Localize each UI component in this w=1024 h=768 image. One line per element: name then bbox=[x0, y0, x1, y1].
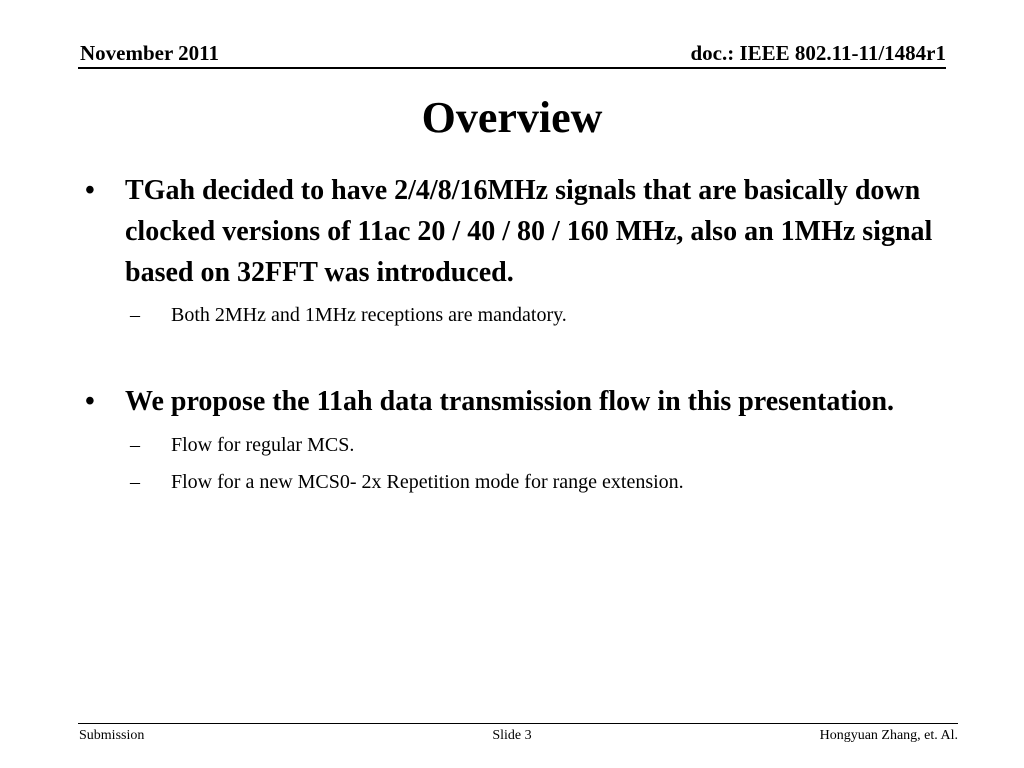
bullet-marker: • bbox=[85, 175, 95, 206]
slide-title: Overview bbox=[421, 93, 603, 142]
sub-bullet-text: Both 2MHz and 1MHz receptions are mandatory. bbox=[171, 304, 567, 326]
bullet-item bbox=[85, 381, 955, 422]
footer-submission: Submission bbox=[79, 728, 145, 743]
footer-author: Hongyuan Zhang, et. Al. bbox=[819, 728, 958, 743]
footer-rule bbox=[78, 723, 958, 724]
bullet-text: We propose the 11ah data transmission flow in this presentation. bbox=[125, 386, 895, 417]
sub-bullet-item bbox=[130, 468, 955, 496]
sub-bullet-item bbox=[130, 301, 955, 329]
footer-slide-number: Slide 3 bbox=[492, 728, 532, 743]
header-rule bbox=[78, 67, 946, 69]
sub-bullet-marker: – bbox=[130, 434, 140, 456]
bullet-text: TGah decided to have 2/4/8/16MHz signals that are basically down clocked versions of 11ac 20 / 40 / 80 / 160 MHz, also an 1MHz signal based on 32FFT was introduced. bbox=[125, 175, 933, 288]
slide-body bbox=[85, 170, 955, 496]
sub-bullet-item bbox=[130, 431, 955, 459]
bullet-marker: • bbox=[85, 386, 95, 417]
sub-bullet-text: Flow for a new MCS0- 2x Repetition mode for range extension. bbox=[171, 471, 684, 493]
header-doc-id: doc.: IEEE 802.11-11/1484r1 bbox=[690, 41, 946, 65]
sub-bullet-marker: – bbox=[130, 304, 140, 326]
bullet-item bbox=[85, 170, 955, 293]
sub-bullet-text: Flow for regular MCS. bbox=[171, 434, 355, 456]
header-date: November 2011 bbox=[80, 41, 220, 65]
sub-bullet-marker: – bbox=[130, 471, 140, 493]
